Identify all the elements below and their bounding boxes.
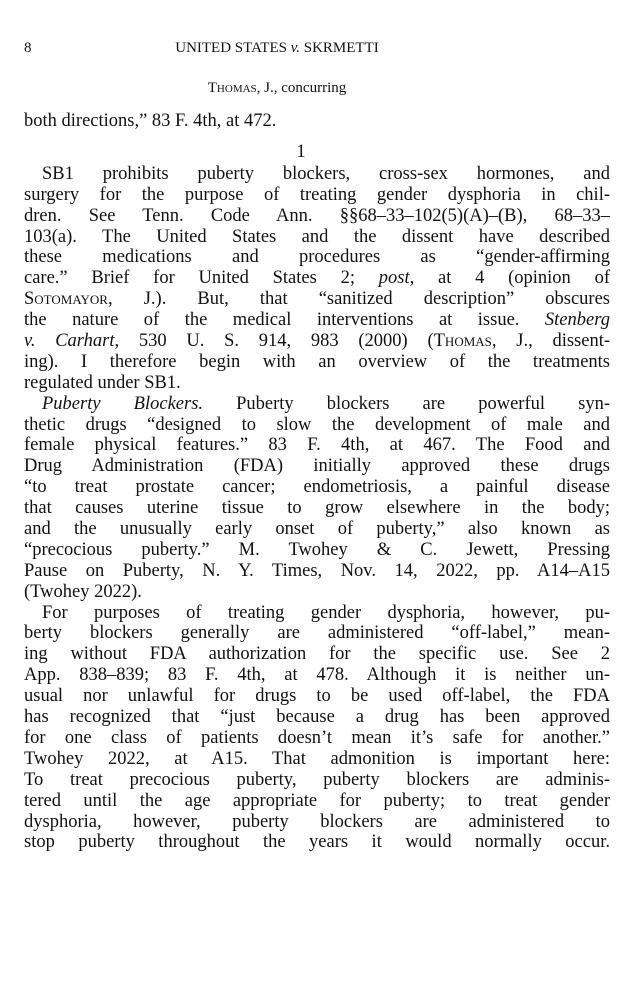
text-segment: tered until the age appropriate for puberty; to treat gender: [24, 790, 610, 811]
section-number: 1: [296, 141, 306, 162]
paragraphs: [24, 164, 610, 853]
text-segment: the nature of the medical interventions at issue.: [24, 310, 545, 331]
opinion-type: , J., concurring: [256, 80, 347, 96]
text-segment: “to treat prostate cancer; endometriosis, a painful disease: [24, 477, 610, 498]
text-segment: Pause on Puberty, N. Y. Times, Nov. 14, 2022, pp. A14–A15: [24, 560, 610, 581]
small-caps-name: Thomas: [433, 331, 492, 352]
text-segment: , 530 U. S. 914, 983 (2000) (: [114, 331, 434, 352]
text-segment: has recognized that “just because a drug has been approved: [24, 707, 610, 728]
title-part: UNITED STATES: [175, 40, 291, 56]
text-line: [24, 456, 610, 477]
text-line: [24, 310, 610, 331]
text-segment: that causes uterine tissue to grow elsewhere in the body;: [24, 498, 610, 519]
text-segment: these medications and procedures as “gender-affirming: [24, 247, 610, 268]
text-line: [24, 185, 610, 206]
text-segment: surgery for the purpose of treating gender dysphoria in chil-: [24, 184, 610, 205]
text-line: [24, 164, 610, 185]
text-segment: “precocious puberty.” M. Twohey & C. Jewett, Pressing: [24, 539, 610, 560]
text-segment: care.” Brief for United States 2;: [24, 268, 379, 289]
italic-text: Puberty Blockers.: [42, 393, 204, 414]
text-segment: SB1 prohibits puberty blockers, cross-sex hormones, and: [42, 163, 610, 184]
text-segment: usual nor unlawful for drugs to be used off-label, the FDA: [24, 686, 610, 707]
text-segment: Drug Administration (FDA) initially approved these drugs: [24, 456, 610, 477]
paragraph: [24, 603, 610, 854]
text-segment: To treat precocious puberty, puberty blockers are adminis-: [24, 769, 610, 790]
text-line: [24, 394, 610, 415]
text-line: [24, 206, 610, 227]
text-line: [24, 749, 610, 770]
text-line: [24, 247, 610, 268]
italic-text: v. Carhart: [24, 331, 115, 352]
continued-line: both directions,” 83 F. 4th, at 472.: [24, 111, 277, 131]
paragraph: [24, 164, 610, 394]
text-line: [24, 582, 610, 603]
text-segment: Twohey 2022, at A15. That admonition is important here:: [24, 748, 610, 769]
text-line: [24, 665, 610, 686]
text-segment: 103(a). The United States and the dissent have described: [24, 226, 610, 247]
text-line: [24, 289, 610, 310]
text-line: [24, 791, 610, 812]
text-line: [24, 728, 610, 749]
running-title: [0, 39, 554, 57]
text-line: [24, 540, 610, 561]
italic-text: post: [378, 268, 410, 289]
text-segment: , at 4 (opinion of: [409, 268, 610, 289]
text-line: [24, 498, 610, 519]
text-segment: ing without FDA authorization for the specific use. See 2: [24, 644, 610, 665]
paragraph: [24, 394, 610, 603]
title-versus: v.: [290, 40, 300, 56]
text-line: [24, 812, 610, 833]
text-segment: regulated under SB1.: [24, 372, 181, 393]
small-caps-name: Sotomayor: [24, 289, 108, 310]
text-segment: berty blockers generally are administered “off-label,” mean-: [24, 623, 610, 644]
text-segment: For purposes of treating gender dysphoria, however, pu-: [42, 602, 610, 623]
text-line: [24, 227, 610, 248]
text-line: [24, 268, 610, 289]
italic-text: Stenberg: [544, 310, 610, 331]
text-line: [24, 477, 610, 498]
text-segment: , J.). But, that “sanitized description” obscures: [107, 289, 610, 310]
text-line: [24, 415, 610, 436]
text-line: [24, 331, 610, 352]
text-line: [24, 707, 610, 728]
text-segment: App. 838–839; 83 F. 4th, at 478. Although it is neither un-: [24, 665, 610, 686]
page-number: 8: [24, 40, 32, 56]
text-line: [24, 561, 610, 582]
text-segment: for one class of patients doesn’t mean it’s safe for another.”: [24, 727, 610, 748]
text-line: [24, 373, 610, 394]
text-segment: (Twohey 2022).: [24, 581, 142, 602]
text-line: [24, 623, 610, 644]
text-segment: thetic drugs “designed to slow the development of male and: [24, 414, 610, 435]
text-segment: female physical features.” 83 F. 4th, at 467. The Food and: [24, 435, 610, 456]
text-segment: dren. See Tenn. Code Ann. §§68–33–102(5)(A)–(B), 68–33–: [24, 205, 610, 226]
text-line: [24, 519, 610, 540]
text-segment: , J., dissent-: [491, 331, 611, 352]
text-segment: dysphoria, however, puberty blockers are administered to: [24, 811, 610, 832]
title-part: SKRMETTI: [300, 40, 379, 56]
text-segment: ing). I therefore begin with an overview of the treatments: [24, 351, 610, 372]
text-segment: stop puberty throughout the years it would normally occur.: [24, 832, 610, 853]
opinion-heading: [0, 79, 554, 97]
text-line: [24, 435, 610, 456]
justice-name: Thomas: [207, 80, 257, 96]
text-segment: and the unusually early onset of puberty,” also known as: [24, 519, 610, 540]
text-line: [24, 352, 610, 373]
opinion-body: [24, 111, 610, 853]
text-segment: Puberty blockers are powerful syn-: [203, 393, 610, 414]
text-line: [24, 644, 610, 665]
text-line: [24, 603, 610, 624]
text-line: [24, 686, 610, 707]
text-line: [24, 770, 610, 791]
text-line: [24, 832, 610, 853]
